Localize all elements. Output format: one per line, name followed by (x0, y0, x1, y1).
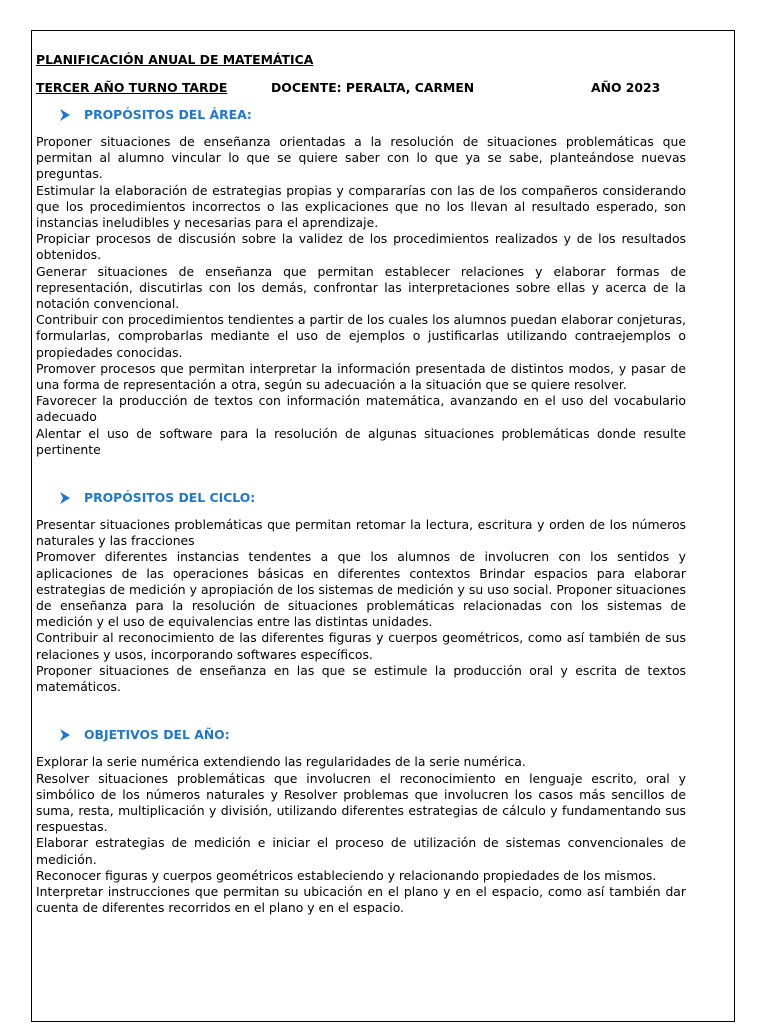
section-heading-text: OBJETIVOS DEL AÑO: (84, 727, 230, 743)
document-body (36, 52, 686, 916)
paragraph: Reconocer figuras y cuerpos geométricos estableciendo y relacionando propiedades de los mismos. (36, 867, 657, 883)
paragraph: Contribuir con procedimientos tendientes a partir de los cuales los alumnos puedan elaborar conjeturas, formularlas, comprobarlas mediante el uso de ejemplos o justificarlas utilizando contraejemplos o propiedades conocidas. (36, 312, 686, 360)
section-heading (60, 106, 686, 124)
paragraph: Alentar el uso de software para la resolución de algunas situaciones problemáticas donde resulte pertinente (36, 425, 686, 457)
arrow-bullet-icon (60, 109, 70, 121)
paragraph: Promover procesos que permitan interpretar la información presentada de distintos modos, y pasar de una forma de representación a otra, según su adecuación a la situación que se quiere resolver. (36, 360, 686, 393)
paragraph: Promover diferentes instancias tendentes a que los alumnos de involucren con los sentidos y aplicaciones de las operaciones básicas en diferentes contextos Brindar espacios para elaborar estrategias de medición y apropiación de los sistemas de medición y su uso social. Proponer situaciones de enseñanza para la resolución de situaciones problemáticas relacionadas con los sistemas de medición y el uso de equivalencias entre las distintas unidades. (36, 549, 686, 630)
section-cycle-purposes (36, 489, 686, 695)
grade-label: TERCER AÑO TURNO TARDE (36, 80, 228, 95)
arrow-bullet-icon (60, 729, 70, 741)
paragraph: Resolver situaciones problemáticas que involucren el reconocimiento en lenguaje escrito, oral y simbólico de los números naturales y Resolver problemas que involucren los casos más sencillos de suma, resta, multiplicación y división, utilizando diferentes estrategias de cálculo y fundamentando sus respuestas. (36, 770, 686, 835)
document-title: PLANIFICACIÓN ANUAL DE MATEMÁTICA (36, 52, 314, 67)
year-label: AÑO 2023 (591, 80, 661, 95)
paragraph: Generar situaciones de enseñanza que permitan establecer relaciones y elaborar formas de representación, discutirlas con los demás, confrontar las interpretaciones sobre ellas y acerca de la notación convencional. (36, 263, 686, 312)
paragraph: Explorar la serie numérica extendiendo las regularidades de la serie numérica. (36, 754, 526, 770)
arrow-bullet-icon (60, 492, 70, 504)
section-area-purposes (36, 106, 686, 458)
paragraph: Proponer situaciones de enseñanza en las que se estimule la producción oral y escrita de textos matemáticos. (36, 662, 686, 695)
section-heading-text: PROPÓSITOS DEL CICLO: (84, 489, 256, 505)
paragraph: Favorecer la producción de textos con información matemática, avanzando en el uso del vocabulario adecuado (36, 393, 686, 425)
section-spacer (36, 458, 686, 483)
teacher-label: DOCENTE: PERALTA, CARMEN (271, 80, 475, 95)
paragraph: Interpretar instrucciones que permitan su ubicación en el plano y en el espacio, como así también dar cuenta de diferentes recorridos en el plano y en el espacio. (36, 883, 686, 916)
paragraph: Presentar situaciones problemáticas que permitan retomar la lectura, escritura y orden de los números naturales y las fracciones (36, 517, 686, 549)
header-meta-row (36, 80, 686, 100)
section-year-objectives (36, 726, 686, 916)
section-heading-text: PROPÓSITOS DEL ÁREA: (84, 106, 252, 122)
paragraph: Estimular la elaboración de estrategias propias y compararías con las de los compañeros considerando que los procedimientos incorrectos o las explicaciones que no los llevan al resultado esperado, son instancias ineludibles y necesarias para el aprendizaje. (36, 182, 686, 231)
section-heading (60, 726, 686, 744)
section-heading (60, 489, 686, 507)
paragraph: Proponer situaciones de enseñanza orientadas a la resolución de situaciones problemáticas que permitan al alumno vincular lo que se quiere saber con lo que ya se sabe, planteándose nuevas preguntas. (36, 134, 686, 182)
paragraph: Elaborar estrategias de medición e iniciar el proceso de utilización de sistemas convencionales de medición. (36, 835, 686, 867)
paragraph: Propiciar procesos de discusión sobre la validez de los procedimientos realizados y de los resultados obtenidos. (36, 231, 686, 263)
section-spacer (36, 695, 686, 720)
paragraph: Contribuir al reconocimiento de las diferentes figuras y cuerpos geométricos, como así también de sus relaciones y usos, incorporando softwares específicos. (36, 630, 686, 662)
